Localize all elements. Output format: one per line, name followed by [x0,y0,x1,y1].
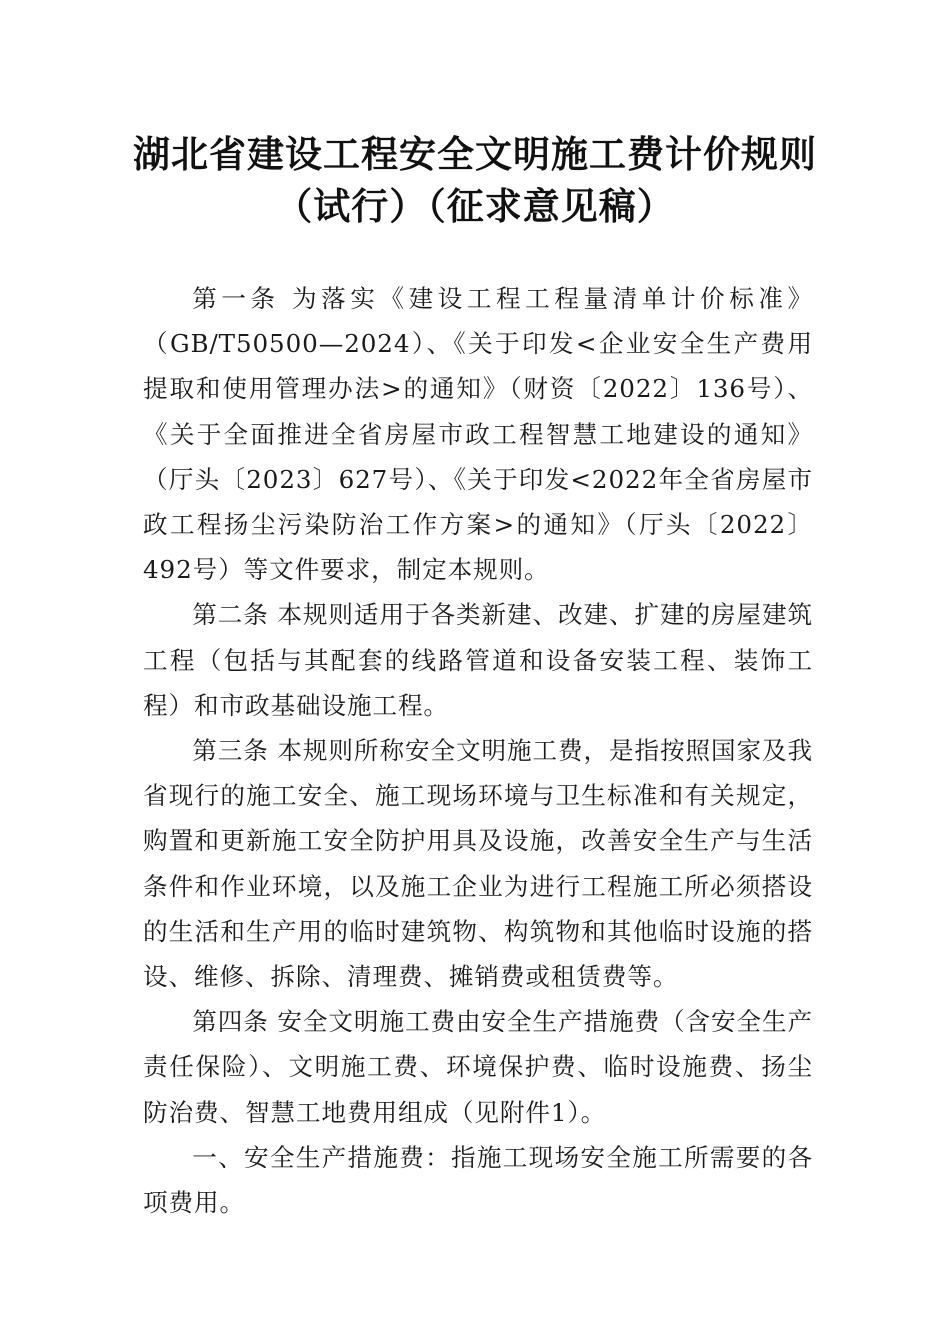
article-3-paragraph: 第三条 本规则所称安全文明施工费，是指按照国家及我省现行的施工安全、施工现场环境与卫生标准和有关规定，购置和更新施工安全防护用具及设施，改善安全生产与生活条件和作业环境，以及施工企业为进行工程施工所必须搭设的生活和生产用的临时建筑物、构筑物和其他临时设施的搭设、维修、拆除、清理费、摊销费或租赁费等。 [143,736,813,992]
section-1-paragraph: 一、安全生产措施费：指施工现场安全施工所需要的各项费用。 [143,1142,813,1218]
document-title-line-2: （试行）（征求意见稿） [275,184,675,228]
article-1-paragraph: 第一条 为落实《建设工程工程量清单计价标准》（GB/T50500—2024）、《关于印发<企业安全生产费用提取和使用管理办法>的通知》（财资〔2022〕136号）、《关于全面推进全省房屋市政工程智慧工地建设的通知》（厅头〔2023〕627号）、《关于印发<2022年全省房屋市政工程扬尘污染防治工作方案>的通知》（厅头〔2022〕492号）等文件要求，制定本规则。 [143,284,813,585]
article-2-paragraph: 第二条 本规则适用于各类新建、改建、扩建的房屋建筑工程（包括与其配套的线路管道和设备安装工程、装饰工程）和市政基础设施工程。 [143,600,813,720]
document-title-line-1: 湖北省建设工程安全文明施工费计价规则 [133,132,817,176]
document-body [143,276,813,1225]
article-4-paragraph: 第四条 安全文明施工费由安全生产措施费（含安全生产责任保险）、文明施工费、环境保护费、临时设施费、扬尘防治费、智慧工地费用组成（见附件1）。 [143,1007,813,1127]
